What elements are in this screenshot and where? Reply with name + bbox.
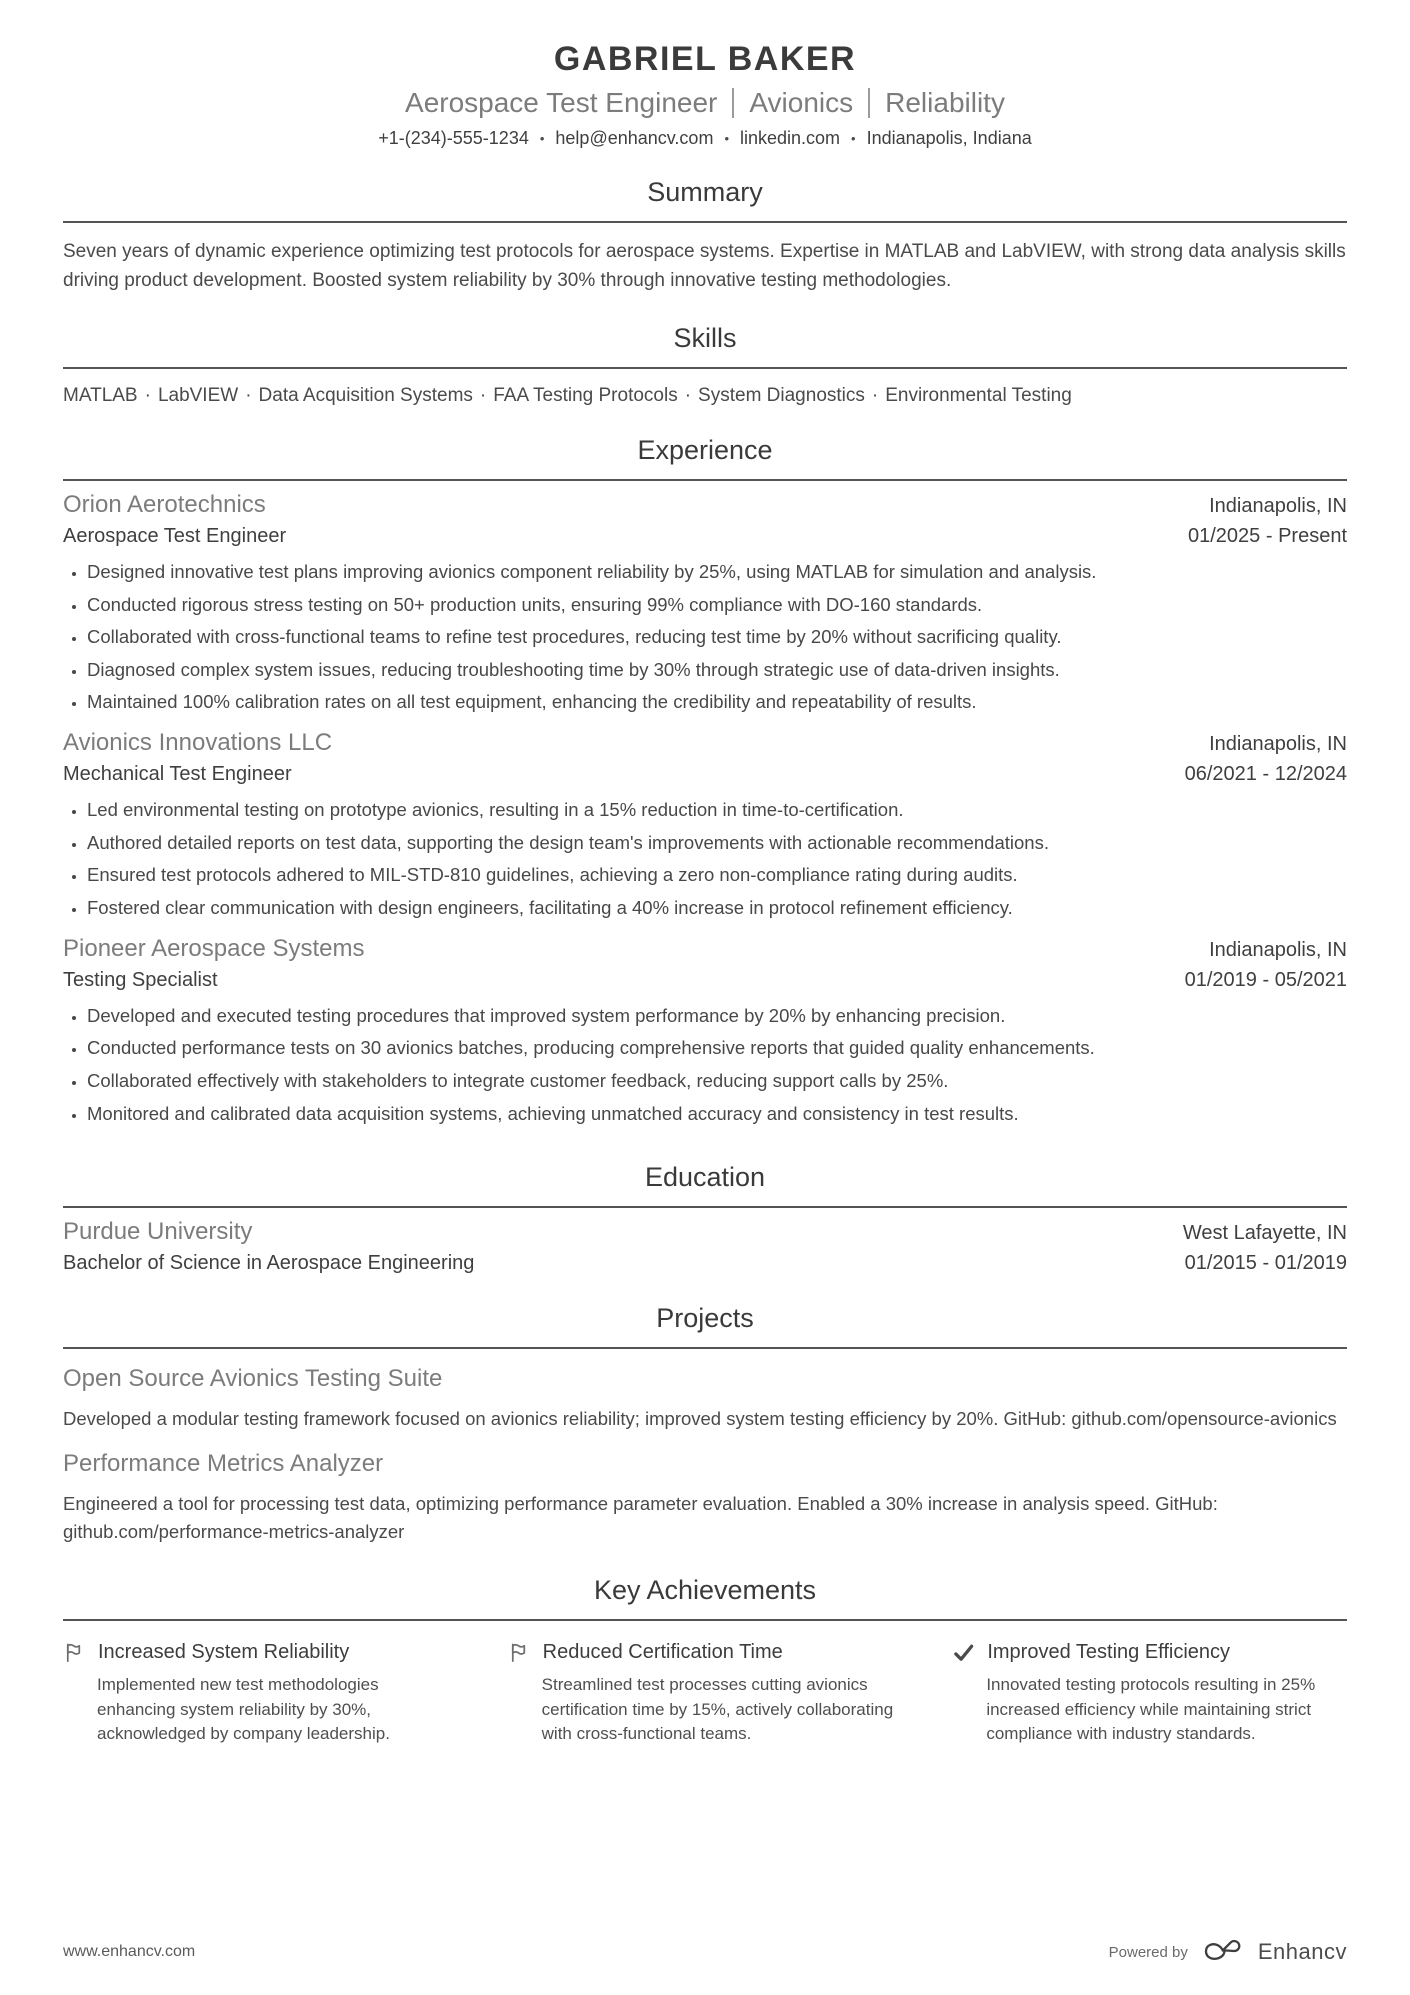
- skill-separator: ·: [245, 385, 252, 406]
- school-name: Purdue University: [63, 1218, 253, 1246]
- education-heading: Education: [63, 1162, 1347, 1208]
- skill-item: System Diagnostics: [698, 385, 865, 406]
- skill-item: Environmental Testing: [885, 385, 1072, 406]
- project-description: Engineered a tool for processing test data, optimizing performance parameter evaluation. Enabled a 30% increase in analysis speed. GitHub: github.com/performance-metrics-analyzer: [63, 1492, 1218, 1543]
- experience-entry: [63, 935, 1347, 1126]
- achievement-title: Increased System Reliability: [98, 1641, 350, 1664]
- branding: [1109, 1939, 1347, 1965]
- experience-entry: [63, 729, 1347, 920]
- job-bullet: • Conducted rigorous stress testing on 50+ production units, ensuring 99% compliance with DO-160 standards.: [87, 593, 1347, 617]
- job-title: Testing Specialist: [63, 968, 218, 991]
- website-link[interactable]: www.enhancv.com: [63, 1943, 196, 1960]
- achievement-card: [508, 1641, 903, 1747]
- skill-separator: ·: [684, 385, 692, 406]
- project-entry: [63, 1365, 1347, 1434]
- title-part: Avionics: [749, 87, 854, 118]
- skills-heading: Skills: [63, 323, 1347, 369]
- email-link[interactable]: help@enhancv.com: [555, 128, 714, 148]
- achievement-description: Innovated testing protocols resulting in 25% increased efficiency while maintaining strict compliance with industry standards.: [986, 1675, 1316, 1744]
- job-title: Mechanical Test Engineer: [63, 763, 292, 786]
- job-dates: 06/2021 - 12/2024: [1184, 763, 1347, 786]
- job-bullet: • Developed and executed testing procedures that improved system performance by 20% by enhancing precision.: [87, 1004, 1347, 1028]
- job-bullets: [63, 798, 1347, 920]
- education-entry: [63, 1218, 1347, 1275]
- enhancv-logo-icon: [1200, 1939, 1246, 1965]
- education-dates: 01/2015 - 01/2019: [1184, 1252, 1347, 1275]
- section-key-achievements: [63, 1575, 1347, 1747]
- skill-item: FAA Testing Protocols: [493, 385, 678, 406]
- skill-separator: ·: [144, 385, 151, 406]
- experience-heading: Experience: [63, 435, 1347, 481]
- job-bullet: • Collaborated with cross-functional teams to refine test procedures, reducing test time by 20% without sacrificing quality.: [87, 625, 1347, 649]
- experience-entry: [63, 491, 1347, 714]
- brand-wordmark[interactable]: Enhancv: [1257, 1939, 1347, 1964]
- projects-heading: Projects: [63, 1303, 1347, 1349]
- achievement-title: Improved Testing Efficiency: [987, 1641, 1231, 1664]
- skills-list: [63, 385, 1347, 407]
- section-summary: [63, 177, 1347, 295]
- contact-line: [63, 128, 1347, 149]
- job-location: Indianapolis, IN: [1209, 495, 1347, 517]
- check-icon: [952, 1641, 975, 1664]
- skill-separator: ·: [871, 385, 879, 406]
- linkedin-link[interactable]: linkedin.com: [740, 128, 841, 148]
- achievements-heading: Key Achievements: [63, 1575, 1347, 1621]
- skill-item: MATLAB: [63, 385, 138, 406]
- project-entry: [63, 1450, 1347, 1547]
- section-experience: [63, 435, 1347, 1134]
- section-education: [63, 1162, 1347, 1275]
- job-location: Indianapolis, IN: [1209, 733, 1347, 756]
- job-bullet: • Collaborated effectively with stakeholders to integrate customer feedback, reducing support calls by 25%.: [87, 1069, 1347, 1093]
- project-title: Performance Metrics Analyzer: [63, 1449, 384, 1477]
- skill-item: Data Acquisition Systems: [258, 385, 473, 406]
- company-name: Avionics Innovations LLC: [63, 729, 333, 757]
- flag-icon: [508, 1641, 531, 1664]
- title-part: Reliability: [885, 87, 1005, 118]
- section-projects: [63, 1303, 1347, 1547]
- job-bullet: • Conducted performance tests on 30 avionics batches, producing comprehensive reports that guided quality enhancements.: [87, 1036, 1347, 1060]
- title-divider: [732, 88, 734, 118]
- job-bullet: • Maintained 100% calibration rates on all test equipment, enhancing the credibility and repeatability of results.: [87, 690, 1347, 714]
- job-bullets: [63, 1004, 1347, 1126]
- title-part: Aerospace Test Engineer: [405, 87, 718, 118]
- candidate-title: [63, 87, 1347, 119]
- job-location: Indianapolis, IN: [1209, 938, 1347, 961]
- location-text: Indianapolis, Indiana: [866, 128, 1032, 148]
- flag-icon: [63, 1641, 86, 1664]
- title-divider: [868, 88, 870, 118]
- job-dates: 01/2025 - Present: [1188, 525, 1347, 547]
- separator-dot: •: [539, 131, 545, 146]
- separator-dot: •: [724, 131, 729, 146]
- degree-name: Bachelor of Science in Aerospace Engineering: [63, 1252, 475, 1275]
- achievements-grid: [63, 1641, 1347, 1747]
- job-bullet: • Ensured test protocols adhered to MIL-STD-810 guidelines, achieving a zero non-compliance rating during audits.: [87, 863, 1347, 887]
- candidate-name: GABRIEL BAKER: [553, 40, 857, 78]
- achievement-description: Streamlined test processes cutting avionics certification time by 15%, actively collaborating with cross-functional teams.: [541, 1675, 894, 1744]
- job-bullet: • Diagnosed complex system issues, reducing troubleshooting time by 30% through strategic use of data-driven insights.: [87, 658, 1347, 682]
- separator-dot: •: [851, 131, 856, 146]
- job-bullet: • Monitored and calibrated data acquisition systems, achieving unmatched accuracy and consistency in test results.: [87, 1102, 1347, 1126]
- skill-item: LabVIEW: [157, 385, 239, 406]
- achievement-card: [63, 1641, 458, 1747]
- powered-by-label: Powered by: [1108, 1943, 1188, 1961]
- section-skills: [63, 323, 1347, 407]
- achievement-title: Reduced Certification Time: [542, 1641, 783, 1664]
- job-bullet: • Led environmental testing on prototype avionics, resulting in a 15% reduction in time-to-certification.: [87, 798, 1347, 822]
- summary-heading: Summary: [63, 177, 1347, 223]
- school-location: West Lafayette, IN: [1182, 1222, 1347, 1245]
- phone-number: +1-(234)-555-1234: [378, 128, 529, 148]
- summary-text: Seven years of dynamic experience optimizing test protocols for aerospace systems. Expertise in MATLAB and LabVIEW, with strong data analysis skills driving product development. Boosted system reliability by 30% through innovative testing methodologies.: [63, 241, 1346, 291]
- skill-separator: ·: [479, 385, 487, 406]
- job-bullet: • Designed innovative test plans improving avionics component reliability by 25%, using MATLAB for simulation and analysis.: [87, 560, 1347, 584]
- job-bullets: [63, 560, 1347, 714]
- job-bullet: • Fostered clear communication with design engineers, facilitating a 40% increase in protocol refinement efficiency.: [87, 896, 1347, 920]
- project-title: Open Source Avionics Testing Suite: [63, 1365, 443, 1393]
- achievement-description: Implemented new test methodologies enhancing system reliability by 30%, acknowledged by company leadership.: [97, 1675, 390, 1744]
- project-description: Developed a modular testing framework focused on avionics reliability; improved system testing efficiency by 20%. GitHub: github.com/opensource-avionics: [63, 1408, 1337, 1430]
- job-bullet: • Authored detailed reports on test data, supporting the design team's improvements with actionable recommendations.: [87, 831, 1347, 855]
- achievement-card: [952, 1641, 1347, 1747]
- resume-header: [63, 40, 1347, 149]
- company-name: Orion Aerotechnics: [63, 491, 266, 518]
- company-name: Pioneer Aerospace Systems: [63, 934, 365, 962]
- job-dates: 01/2019 - 05/2021: [1184, 968, 1347, 991]
- job-title: Aerospace Test Engineer: [63, 525, 287, 547]
- page-footer: [63, 1939, 1347, 1965]
